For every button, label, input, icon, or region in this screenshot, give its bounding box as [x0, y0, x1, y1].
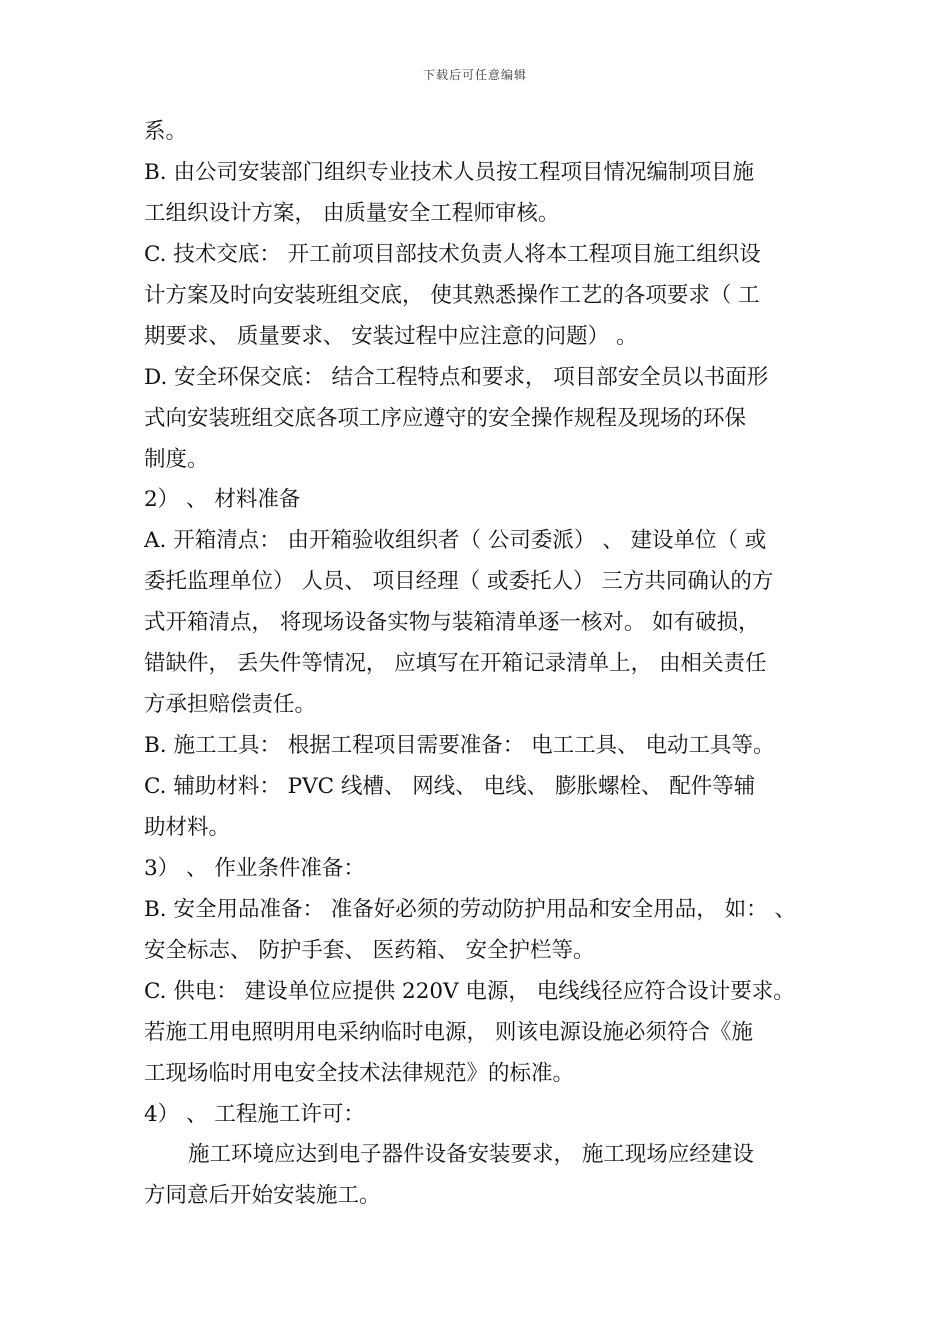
- document-body: [144, 112, 812, 1217]
- text-line: 式向安装班组交底各项工序应遵守的安全操作规程及现场的环保: [144, 405, 747, 431]
- text-line: 错缺件， 丢失件等情况， 应填写在开箱记录清单上， 由相关责任: [144, 651, 767, 677]
- text-line: D. 安全环保交底： 结合工程特点和要求， 项目部安全员以书面形: [144, 364, 769, 390]
- text-line: B. 安全用品准备： 准备好必须的劳动防护用品和安全用品， 如： 、: [144, 896, 796, 922]
- text-line: 4） 、 工程施工许可：: [144, 1101, 365, 1127]
- text-line: B. 施工工具： 根据工程项目需要准备： 电工工具、 电动工具等。: [144, 733, 775, 759]
- text-line: 方同意后开始安装施工。: [144, 1183, 381, 1209]
- page-header: 下载后可任意编辑: [422, 68, 527, 82]
- text-line: C. 辅助材料： PVC 线槽、 网线、 电线、 膨胀螺栓、 配件等辅: [144, 774, 756, 799]
- text-line: 安全标志、 防护手套、 医药箱、 安全护栏等。: [144, 937, 595, 963]
- text-line: C. 技术交底： 开工前项目部技术负责人将本工程项目施工组织设: [144, 241, 761, 267]
- text-line: 期要求、 质量要求、 安装过程中应注意的问题） 。: [144, 323, 638, 349]
- text-line: 制度。: [144, 446, 209, 472]
- text-line: 工组织设计方案， 由质量安全工程师审核。: [144, 200, 560, 226]
- text-line: 3） 、 作业条件准备：: [144, 855, 365, 881]
- text-line: 助材料。: [144, 814, 231, 840]
- text-line: 方承担赔偿责任。: [144, 692, 317, 718]
- text-line: 若施工用电照明用电采纳临时电源， 则该电源设施必须符合《施: [144, 1019, 753, 1045]
- text-line: 工现场临时用电安全技术法律规范》的标准。: [144, 1060, 575, 1086]
- text-line: 计方案及时向安装班组交底， 使其熟悉操作工艺的各项要求（ 工: [144, 282, 760, 308]
- text-line: C. 供电： 建设单位应提供 220V 电源， 电线线径应符合设计要求。: [144, 978, 795, 1004]
- text-line: 系。: [144, 119, 188, 144]
- text-line: 2） 、 材料准备: [144, 487, 301, 513]
- text-line: 式开箱清点， 将现场设备实物与装箱清单逐一核对。 如有破损，: [144, 610, 760, 636]
- text-line: A. 开箱清点： 由开箱验收组织者（ 公司委派） 、 建设单位（ 或: [144, 528, 767, 554]
- text-line: 施工环境应达到电子器件设备安装要求， 施工现场应经建设: [188, 1142, 754, 1168]
- text-line: 委托监理单位） 人员、 项目经理（ 或委托人） 三方共同确认的方: [144, 569, 774, 595]
- text-line: B. 由公司安装部门组织专业技术人员按工程项目情况编制项目施: [144, 159, 754, 185]
